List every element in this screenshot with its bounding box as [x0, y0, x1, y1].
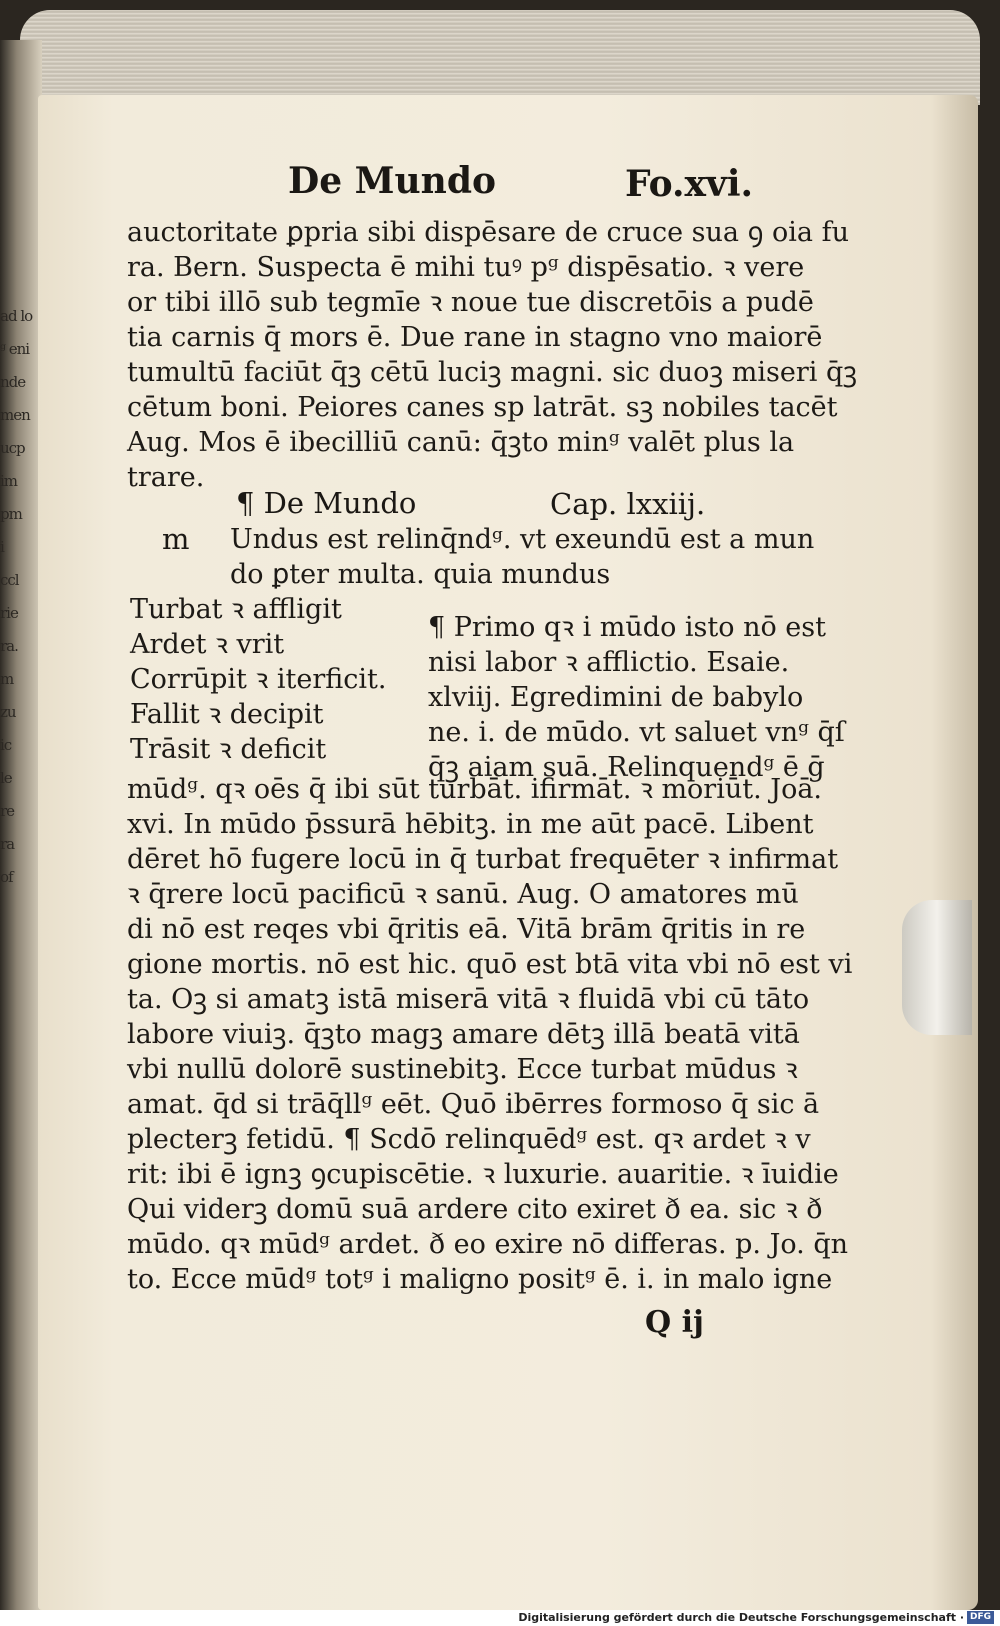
- text-line: xlviij. Egredimini de babylo: [428, 682, 804, 713]
- fragment: ccl: [0, 571, 19, 589]
- text-line: Qui viderꝫ domū suā ardere cito exiret ð ea. sic ꝛ ð: [127, 1194, 823, 1225]
- fragment: re: [0, 802, 15, 820]
- paragraph-1: [127, 215, 857, 495]
- text-line: ta. Oꝫ si amatꝫ istā miserā vitā ꝛ fluidā vbi cū tāto: [127, 984, 810, 1015]
- chapter-heading: ¶ De Mundo: [236, 486, 417, 520]
- running-title: De Mundo: [288, 160, 497, 202]
- fragment: men: [0, 406, 30, 424]
- signature-mark: Q ij: [645, 1305, 704, 1340]
- text-line: ¶ Primo qꝛ i mūdo isto nō est: [428, 612, 826, 643]
- list-item: Turbat ꝛ affligit: [130, 594, 342, 625]
- text-line: to. Ecce mūdᵍ totᵍ i maligno positᵍ ē. i. in malo igne: [127, 1264, 833, 1295]
- text-line: tia carnis q̄ mors ē. Due rane in stagno vno maiorē: [127, 322, 823, 353]
- text-line: dēret hō fugere locū in q̄ turbat frequēter ꝛ infirmat: [127, 844, 839, 875]
- text-line: tumultū faciūt q̄ꝫ cētū luciꝫ magni. sic duoꝫ miseri q̄ꝫ: [127, 357, 858, 388]
- list-item: Corrūpit ꝛ iterficit.: [130, 664, 387, 695]
- list-item: Ardet ꝛ vrit: [130, 629, 285, 660]
- text-line: or tibi illō sub tegmīe ꝛ noue tue discretōis a pudē: [127, 287, 814, 318]
- text-line: plecterꝫ fetidū. ¶ Scdō relinquēdᵍ est. qꝛ ardet ꝛ v: [127, 1124, 811, 1155]
- fragment: m: [0, 670, 14, 688]
- chapter-initial-guide-letter: m: [162, 522, 190, 556]
- right-column-text: [428, 610, 845, 785]
- text-line: mūdo. qꝛ mūdᵍ ardet. ð eo exire nō differas. p. Jo. q̄n: [127, 1229, 849, 1260]
- fragment: ad lo: [0, 307, 33, 325]
- fragment: le: [0, 769, 12, 787]
- paragraph-2: [127, 772, 857, 1297]
- left-column-list: [130, 592, 386, 767]
- text-line: nisi labor ꝛ afflictio. Esaie.: [428, 647, 790, 678]
- text-line: gione mortis. nō est hic. quō est btā vita vbi nō est vi: [127, 949, 853, 980]
- text-line: q̄ꝫ aiam suā. Relinquendᵍ ē ḡ: [428, 752, 825, 783]
- incipit-line: do ꝑter multa. quia mundus: [230, 559, 611, 590]
- dfg-logo: DFG: [967, 1611, 994, 1624]
- footer-credit: Digitalisierung gefördert durch die Deutsche Forschungsgemeinschaft ·: [518, 1611, 964, 1624]
- text-line: Aug. Mos ē ibecilliū canū: q̄ꝫto minᵍ valēt plus la: [127, 427, 795, 458]
- chapter-number: Cap. lxxiij.: [550, 487, 706, 521]
- text-line: trare.: [127, 462, 205, 493]
- text-line: ꝛ q̄rere locū pacificū ꝛ sanū. Aug. O amatores mū: [127, 879, 799, 910]
- book-clip: [902, 900, 972, 1035]
- fragment: ic: [0, 736, 12, 754]
- text-line: xvi. In mūdo p̄ssurā hēbitꝫ. in me aūt pacē. Libent: [127, 809, 814, 840]
- fragment: pm: [0, 505, 22, 523]
- text-line: mūdᵍ. qꝛ oēs q̄ ibi sūt turbāt. ifirmāt. ꝛ moriūt. Joā.: [127, 774, 823, 805]
- text-line: amat. q̄d si trāq̄llᵍ eēt. Quō ibērres formoso q̄ sic ā: [127, 1089, 820, 1120]
- left-page-sliver: [0, 40, 42, 1610]
- fragment: nde: [0, 373, 26, 391]
- text-line: rit: ibi ē ignꝫ ꝯcupiscētie. ꝛ luxurie. auaritie. ꝛ īuidie: [127, 1159, 839, 1190]
- text-line: vbi nullū dolorē sustinebitꝫ. Ecce turbat mūdus ꝛ: [127, 1054, 798, 1085]
- fragment: rie: [0, 604, 18, 622]
- text-line: ra. Bern. Suspecta ē mihi tuꝰ pᵍ dispēsatio. ꝛ vere: [127, 252, 805, 283]
- text-line: cētum boni. Peiores canes sp latrāt. sꝫ nobiles tacēt: [127, 392, 838, 423]
- text-line: di nō est reqes vbi q̄ritis eā. Vitā brām q̄ritis in re: [127, 914, 806, 945]
- text-line: auctoritate ꝑpria sibi dispēsare de cruce sua ꝯ oia fu: [127, 217, 849, 248]
- list-item: Fallit ꝛ decipit: [130, 699, 324, 730]
- page-edge-stack: [20, 10, 980, 105]
- incipit-line: Undus est relinq̄ndᵍ. vt exeundū est a mun: [230, 524, 815, 555]
- list-item: Trāsit ꝛ deficit: [130, 734, 327, 765]
- fragment: ra.: [0, 637, 18, 655]
- fragment: ra: [0, 835, 15, 853]
- folio-number: Fo.xvi.: [625, 163, 754, 205]
- fragment: ucp: [0, 439, 25, 457]
- fragment: ᵍ eni: [0, 340, 30, 358]
- left-page-fragments: [0, 300, 40, 894]
- fragment: of: [0, 868, 13, 886]
- fragment: im: [0, 472, 18, 490]
- fragment: i: [0, 538, 4, 556]
- text-line: labore viuiꝫ. q̄ꝫto magꝫ amare dētꝫ illā beatā vitā: [127, 1019, 800, 1050]
- chapter-incipit: [230, 522, 814, 592]
- text-line: ne. i. de mūdo. vt saluet vnᵍ q̄ſ: [428, 717, 845, 748]
- fragment: zu: [0, 703, 16, 721]
